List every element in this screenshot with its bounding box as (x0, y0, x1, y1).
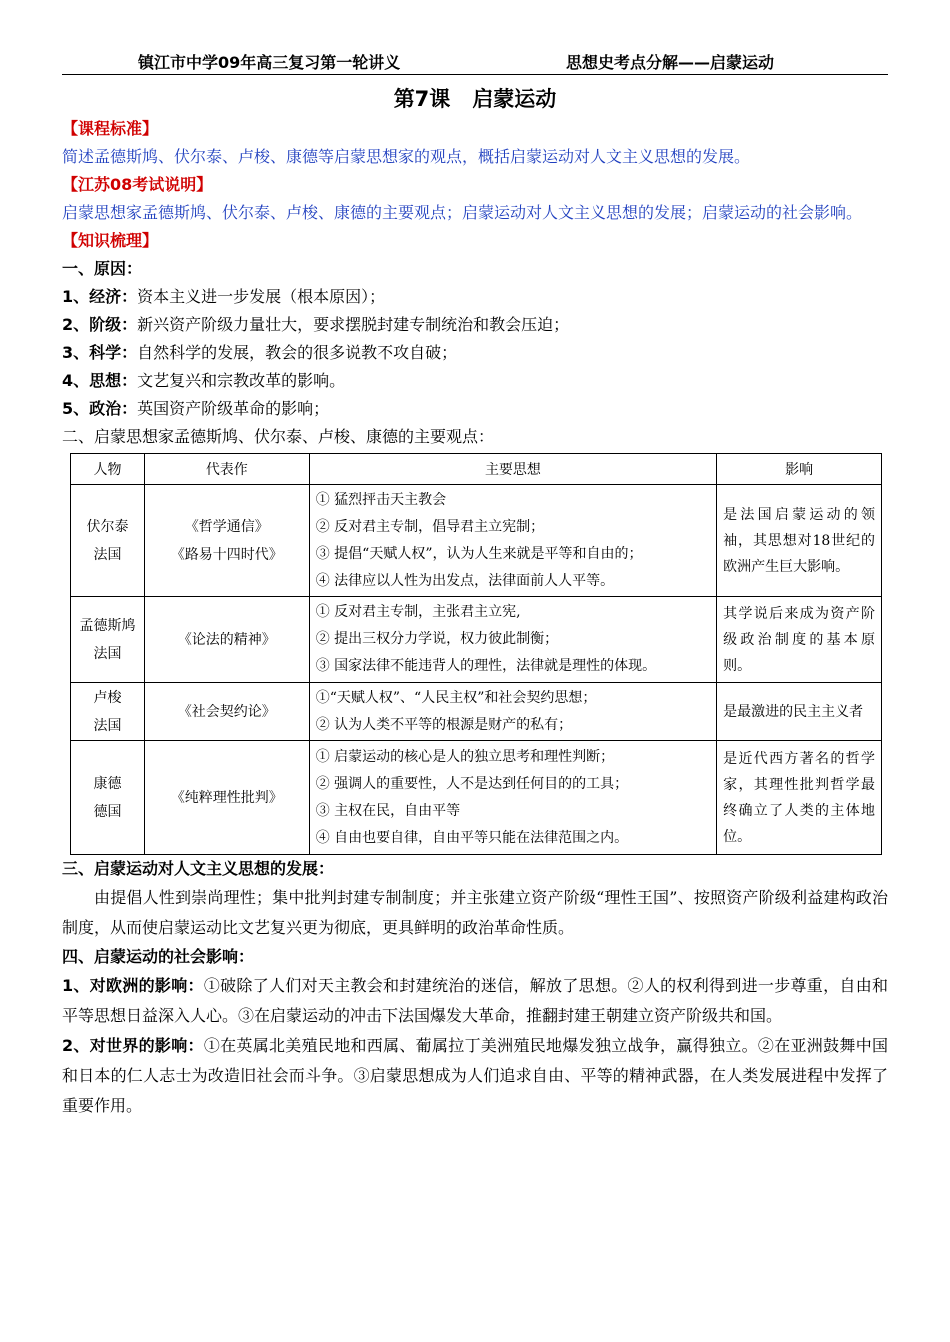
idea-item: ② 提出三权分力学说，权力彼此制衡； (315, 631, 559, 647)
ideas-cell (309, 597, 716, 683)
idea-item: ① 猛烈抨击天主教会 (315, 491, 447, 508)
cause-item (62, 311, 888, 339)
person-cell (71, 683, 145, 741)
work-title: 《哲学通信》 (184, 518, 269, 535)
causes-title: 一、原因： (62, 259, 143, 278)
person-name: 卢梭 (93, 689, 122, 706)
person-name: 伏尔泰 (86, 518, 129, 535)
person-country: 德国 (93, 803, 122, 820)
cause-item (62, 339, 888, 367)
cause-text: 新兴资产阶级力量壮大，要求摆脱封建专制统治和教会压迫； (137, 315, 570, 334)
impact-world-text: ①在英属北美殖民地和西属、葡属拉丁美洲殖民地爆发独立战争，赢得独立。②在亚洲鼓舞中国和日本的仁人志士为改造旧社会而斗争。③启蒙思想成为人们追求自由、平等的精神武器，在人类发展进程中发挥了重要作用。 (62, 1036, 888, 1115)
development-text: 由提倡人性到崇尚理性；集中批判封建专制制度；并主张建立资产阶级“理性王国”、按照资产阶级利益建构政治制度，从而使启蒙运动比文艺复兴更为彻底，更具鲜明的政治革命性质。 (62, 888, 888, 937)
person-name: 康德 (93, 775, 122, 792)
works-cell (144, 741, 309, 855)
cause-text: 文艺复兴和宗教改革的影响。 (137, 371, 346, 390)
exam-text: 启蒙思想家孟德斯鸠、伏尔泰、卢梭、康德的主要观点；启蒙运动对人文主义思想的发展；启蒙运动的社会影响。 (62, 203, 863, 222)
person-country: 法国 (93, 546, 122, 563)
page-header (62, 48, 888, 75)
work-title: 《路易十四时代》 (170, 546, 283, 563)
thinkers-table (70, 453, 882, 855)
header-right: 思想史考点分解——启蒙运动 (566, 53, 775, 72)
exam-heading: 【江苏08考试说明】 (62, 175, 213, 194)
ideas-cell (309, 683, 716, 741)
works-cell (144, 597, 309, 683)
work-title: 《社会契约论》 (177, 703, 276, 720)
person-cell (71, 741, 145, 855)
lesson-name: 启蒙运动 (472, 87, 557, 111)
idea-item: ② 反对君主专制，倡导君主立宪制； (315, 518, 545, 535)
person-cell (71, 485, 145, 597)
influence-cell: 是法国启蒙运动的领袖，其思想对18世纪的欧洲产生巨大影响。 (717, 485, 882, 597)
header-person: 人物 (71, 454, 145, 485)
person-country: 法国 (93, 717, 122, 734)
impact-europe-label: 1、对欧洲的影响： (62, 976, 204, 995)
page-title (62, 83, 888, 115)
impact-europe (62, 971, 888, 1031)
idea-item: ③ 国家法律不能违背人的理性，法律就是理性的体现。 (315, 658, 657, 674)
cause-label: 5、政治： (62, 399, 138, 418)
idea-item: ①“天赋人权”、“人民主权”和社会契约思想； (315, 689, 597, 706)
idea-item: ④ 法律应以人性为出发点，法律面前人人平等。 (315, 572, 615, 589)
person-name: 孟德斯鸠 (79, 617, 136, 634)
table-header-row (71, 454, 882, 485)
idea-item: ③ 主权在民，自由平等 (315, 802, 461, 819)
cause-label: 2、阶级： (62, 315, 138, 334)
cause-text: 资本主义进一步发展（根本原因）； (137, 287, 386, 306)
idea-item: ① 启蒙运动的核心是人的独立思考和理性判断； (315, 748, 615, 765)
thinkers-title: 二、启蒙思想家孟德斯鸠、伏尔泰、卢梭、康德的主要观点： (62, 427, 495, 446)
cause-item (62, 395, 888, 423)
work-title: 《论法的精神》 (177, 631, 276, 648)
header-works: 代表作 (144, 454, 309, 485)
header-ideas: 主要思想 (309, 454, 716, 485)
person-cell (71, 597, 145, 683)
cause-label: 3、科学： (62, 343, 138, 362)
impact-europe-text: ①破除了人们对天主教会和封建统治的迷信，解放了思想。②人的权利得到进一步尊重，自由和平等思想日益深入人心。③在启蒙运动的冲击下法国爆发大革命，推翻封建王朝建立资产阶级共和国。 (62, 976, 888, 1025)
table-row (71, 485, 882, 597)
works-cell (144, 683, 309, 741)
impact-title: 四、启蒙运动的社会影响： (62, 947, 255, 966)
impact-world-label: 2、对世界的影响： (62, 1036, 204, 1055)
influence-cell: 其学说后来成为资产阶级政治制度的基本原则。 (717, 597, 882, 683)
cause-label: 4、思想： (62, 371, 138, 390)
cause-text: 自然科学的发展，教会的很多说教不攻自破； (137, 343, 458, 362)
curriculum-text: 简述孟德斯鸠、伏尔泰、卢梭、康德等启蒙思想家的观点，概括启蒙运动对人文主义思想的发展。 (62, 147, 751, 166)
idea-item: ② 强调人的重要性，人不是达到任何目的的工具； (315, 775, 629, 792)
ideas-cell (309, 485, 716, 597)
impact-world (62, 1031, 888, 1121)
cause-item (62, 283, 888, 311)
cause-label: 1、经济： (62, 287, 138, 306)
development-title: 三、启蒙运动对人文主义思想的发展： (62, 859, 335, 878)
idea-item: ④ 自由也要自律，自由平等只能在法律范围之内。 (315, 829, 629, 846)
idea-item: ③ 提倡“天赋人权”，认为人生来就是平等和自由的； (315, 545, 643, 562)
header-left: 镇江市中学09年高三复习第一轮讲义 (138, 53, 401, 72)
table-row (71, 741, 882, 855)
document-page (62, 48, 888, 1121)
knowledge-heading: 【知识梳理】 (62, 231, 159, 250)
influence-cell: 是最激进的民主主义者 (717, 683, 882, 741)
cause-item (62, 367, 888, 395)
table-row (71, 597, 882, 683)
influence-cell: 是近代西方著名的哲学家，其理性批判哲学最终确立了人类的主体地位。 (717, 741, 882, 855)
lesson-number: 第7课 (393, 87, 451, 111)
header-influence: 影响 (717, 454, 882, 485)
curriculum-heading: 【课程标准】 (62, 119, 159, 138)
works-cell (144, 485, 309, 597)
cause-text: 英国资产阶级革命的影响； (137, 399, 330, 418)
work-title: 《纯粹理性批判》 (170, 789, 283, 806)
ideas-cell (309, 741, 716, 855)
person-country: 法国 (93, 645, 122, 662)
idea-item: ① 反对君主专制，主张君主立宪, (315, 604, 521, 620)
table-row (71, 683, 882, 741)
idea-item: ② 认为人类不平等的根源是财产的私有； (315, 716, 573, 733)
